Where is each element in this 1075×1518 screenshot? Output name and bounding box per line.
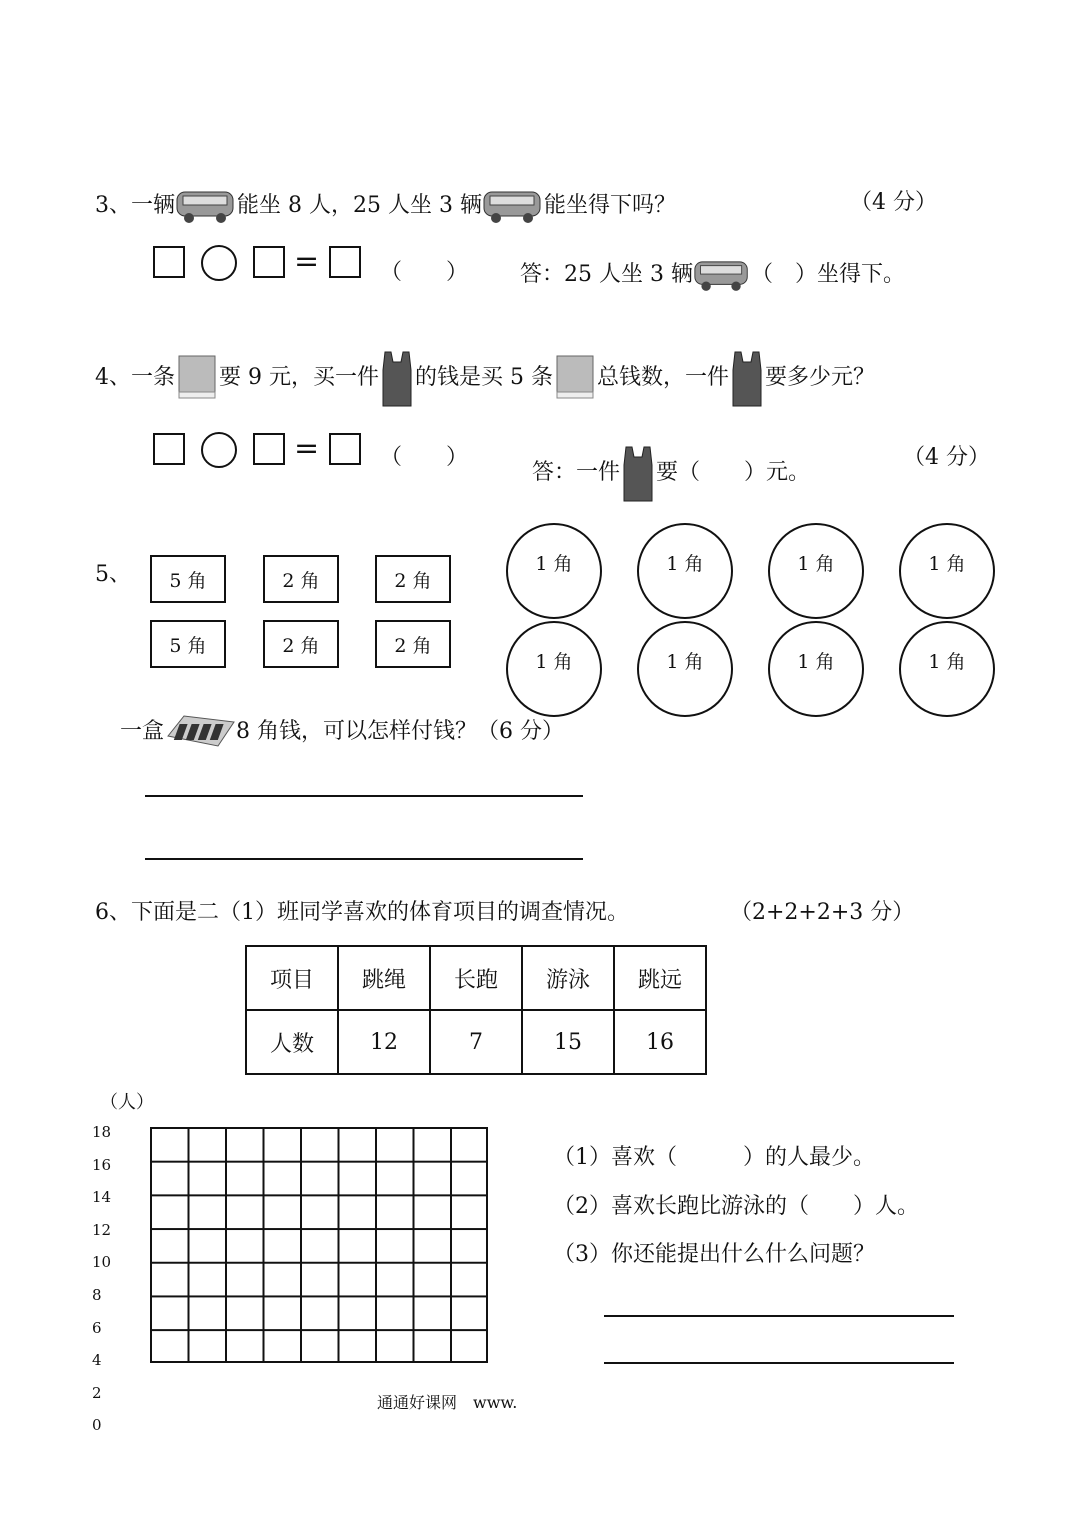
- table-header-cell: 跳远: [614, 946, 706, 1010]
- q3-points: （4 分）: [850, 190, 937, 215]
- q4-text-1: 4、一条: [95, 365, 175, 390]
- q3-answer-end: （ ）坐得下。: [750, 262, 905, 287]
- equals-sign: =: [294, 244, 320, 279]
- operator-circle[interactable]: [201, 245, 237, 281]
- q5-question: [120, 712, 564, 752]
- answer-box[interactable]: [329, 433, 361, 465]
- coin: 1 角: [637, 523, 733, 619]
- answer-box[interactable]: [253, 246, 285, 278]
- answer-line[interactable]: [145, 795, 583, 797]
- coin: 1 角: [899, 523, 995, 619]
- coin: 1 角: [506, 621, 602, 717]
- coin: 1 角: [899, 621, 995, 717]
- table-row: [246, 1010, 706, 1074]
- answer-line[interactable]: [604, 1362, 954, 1364]
- q4-text-2: 要 9 元，买一件: [219, 365, 379, 390]
- q6-sub1: （1）喜欢（ ）的人最少。: [553, 1145, 875, 1170]
- answer-line[interactable]: [604, 1315, 954, 1317]
- table-cell: 人数: [246, 1010, 338, 1074]
- table-header-cell: 项目: [246, 946, 338, 1010]
- y-tick: 14: [92, 1188, 112, 1206]
- q6-sub3: （3）你还能提出什么什么问题？: [553, 1242, 875, 1267]
- coin-note: 2 角: [375, 555, 451, 603]
- q3-text-1: 3、一辆: [95, 193, 175, 218]
- coin-note: 5 角: [150, 620, 226, 668]
- q5-text-1: 一盒: [120, 719, 165, 744]
- q6-sub2: （2）喜欢长跑比游泳的（ ）人。: [553, 1194, 919, 1219]
- coin: 1 角: [637, 621, 733, 717]
- survey-table: [245, 945, 707, 1075]
- answer-box[interactable]: [329, 246, 361, 278]
- table-cell: 7: [430, 1010, 522, 1074]
- q3-answer: [520, 258, 905, 292]
- equals-sign: =: [294, 431, 320, 466]
- coin: 1 角: [768, 621, 864, 717]
- y-tick: 0: [92, 1416, 102, 1434]
- q3-text-3: 能坐得下吗？: [543, 193, 676, 218]
- bus-icon: [693, 258, 751, 292]
- y-tick: 10: [92, 1253, 112, 1271]
- table-header-cell: 长跑: [430, 946, 522, 1010]
- q4-answer-end: 要（ ）元。: [656, 460, 811, 485]
- vest-icon: [729, 348, 765, 408]
- coin: 1 角: [768, 523, 864, 619]
- q6-points: （2+2+2+3 分）: [730, 900, 915, 925]
- table-cell: 16: [614, 1010, 706, 1074]
- q6-title: 6、下面是二（1）班同学喜欢的体育项目的调查情况。: [95, 900, 629, 925]
- q5-text-2: 8 角钱，可以怎样付钱？（6 分）: [236, 719, 564, 744]
- q4-answer-text: 答：一件: [532, 460, 621, 485]
- q3-text-2: 能坐 8 人，25 人坐 3 辆: [237, 193, 482, 218]
- towel-icon: [553, 354, 597, 402]
- coin-note: 2 角: [375, 620, 451, 668]
- bus-icon: [482, 188, 544, 224]
- coin-note: 2 角: [263, 555, 339, 603]
- y-tick: 8: [92, 1286, 102, 1304]
- answer-box[interactable]: [253, 433, 285, 465]
- answer-line[interactable]: [145, 858, 583, 860]
- table-cell: 15: [522, 1010, 614, 1074]
- y-axis-unit: （人）: [100, 1092, 154, 1113]
- vest-icon: [620, 443, 656, 503]
- q3-unit-paren[interactable]: （ ）: [380, 260, 469, 285]
- y-tick: 4: [92, 1351, 102, 1369]
- q4-line: [95, 348, 875, 408]
- towel-icon: [175, 354, 219, 402]
- q3-line: [95, 188, 676, 224]
- y-tick: 16: [92, 1156, 112, 1174]
- table-row: [246, 946, 706, 1010]
- q4-answer: [532, 443, 810, 503]
- q5-number: 5、: [95, 562, 131, 587]
- coin-note: 2 角: [263, 620, 339, 668]
- operator-circle[interactable]: [201, 432, 237, 468]
- coin: 1 角: [506, 523, 602, 619]
- table-header-cell: 跳绳: [338, 946, 430, 1010]
- bus-icon: [175, 188, 237, 224]
- q4-points: （4 分）: [903, 445, 990, 470]
- chocolate-box-icon: [164, 712, 236, 752]
- table-header-cell: 游泳: [522, 946, 614, 1010]
- y-tick: 2: [92, 1384, 102, 1402]
- table-cell: 12: [338, 1010, 430, 1074]
- answer-box[interactable]: [153, 433, 185, 465]
- y-tick: 18: [92, 1123, 112, 1141]
- q4-text-3: 的钱是买 5 条: [414, 365, 553, 390]
- q4-text-5: 要多少元？: [764, 365, 875, 390]
- q4-text-4: 总钱数，一件: [596, 365, 729, 390]
- y-tick: 12: [92, 1221, 112, 1239]
- q4-unit-paren[interactable]: （ ）: [380, 445, 469, 470]
- y-tick: 6: [92, 1319, 102, 1337]
- footer: 通通好课网 www.: [377, 1393, 518, 1412]
- bar-graph-grid[interactable]: [150, 1127, 488, 1363]
- coin-note: 5 角: [150, 555, 226, 603]
- vest-icon: [379, 348, 415, 408]
- answer-box[interactable]: [153, 246, 185, 278]
- q3-answer-text: 答：25 人坐 3 辆: [520, 262, 693, 287]
